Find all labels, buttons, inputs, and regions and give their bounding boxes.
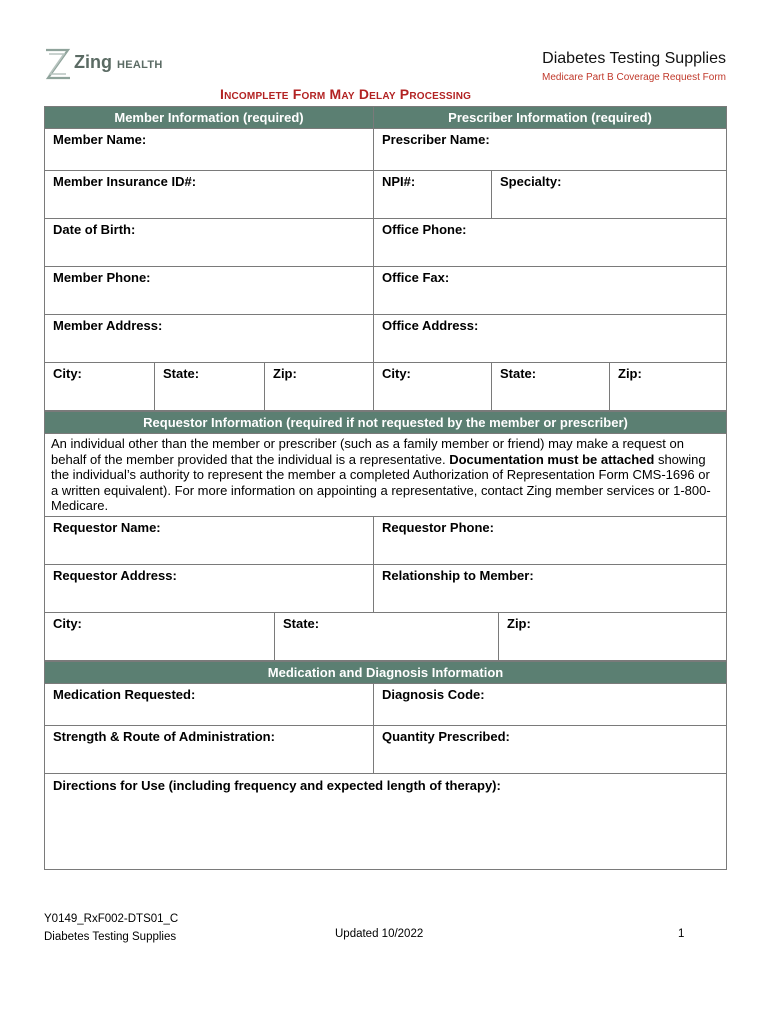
directions-for-use-field[interactable]: Directions for Use (including frequency and expected length of therapy): <box>45 773 727 869</box>
medication-table <box>44 661 727 870</box>
strength-route-field[interactable]: Strength & Route of Administration: <box>45 725 374 773</box>
member-address-field[interactable]: Member Address: <box>45 315 374 363</box>
form-id: Y0149_RxF002-DTS01_C <box>44 913 179 925</box>
zing-health-logo <box>44 46 174 82</box>
page-number: 1 <box>678 928 685 940</box>
logo-suffix: HEALTH <box>117 59 163 71</box>
document-title: Diabetes Testing Supplies <box>542 50 726 67</box>
footer-updated: Updated 10/2022 <box>335 928 424 940</box>
specialty-field[interactable]: Specialty: <box>492 171 727 219</box>
member-phone-field[interactable]: Member Phone: <box>45 267 374 315</box>
member-city-field[interactable]: City: <box>45 363 155 411</box>
member-zip-field[interactable]: Zip: <box>265 363 374 411</box>
prescriber-section-heading: Prescriber Information (required) <box>374 107 727 129</box>
logo-brand: Zing <box>74 52 112 72</box>
quantity-prescribed-field[interactable]: Quantity Prescribed: <box>374 725 727 773</box>
office-phone-field[interactable]: Office Phone: <box>374 219 727 267</box>
requestor-state-field[interactable]: State: <box>275 612 499 660</box>
requestor-section-heading: Requestor Information (required if not requested by the member or prescriber) <box>45 412 727 434</box>
zing-logo-icon <box>44 46 72 82</box>
document-subtitle: Medicare Part B Coverage Request Form <box>542 72 726 83</box>
member-prescriber-table <box>44 106 727 411</box>
prescriber-state-field[interactable]: State: <box>492 363 610 411</box>
requestor-phone-field[interactable]: Requestor Phone: <box>374 516 727 564</box>
requestor-address-field[interactable]: Requestor Address: <box>45 564 374 612</box>
footer-left <box>44 910 178 946</box>
documentation-required-text: Documentation must be attached <box>449 451 655 467</box>
footer-doc-name: Diabetes Testing Supplies <box>44 931 177 943</box>
requestor-table <box>44 411 727 661</box>
npi-field[interactable]: NPI#: <box>374 171 492 219</box>
member-name-field[interactable]: Member Name: <box>45 129 374 171</box>
requestor-city-field[interactable]: City: <box>45 612 275 660</box>
prescriber-name-field[interactable]: Prescriber Name: <box>374 129 727 171</box>
medication-requested-field[interactable]: Medication Requested: <box>45 683 374 725</box>
member-state-field[interactable]: State: <box>155 363 265 411</box>
office-address-field[interactable]: Office Address: <box>374 315 727 363</box>
relationship-to-member-field[interactable]: Relationship to Member: <box>374 564 727 612</box>
prescriber-city-field[interactable]: City: <box>374 363 492 411</box>
office-fax-field[interactable]: Office Fax: <box>374 267 727 315</box>
requestor-note: An individual other than the member or prescriber (such as a family member or friend) may make a request on behalf of the member provided that the individual is a representative. Documentation must be attached showing the individual’s authority to represent the member a completed Authorization of Representation Form CMS-1696 or a written equivalent). For more information on appointing a representative, contact Zing member services or 1-800-Medicare. <box>45 434 727 517</box>
date-of-birth-field[interactable]: Date of Birth: <box>45 219 374 267</box>
coverage-request-form <box>44 106 726 870</box>
incomplete-warning: Incomplete Form May Delay Processing <box>220 86 472 102</box>
medication-section-heading: Medication and Diagnosis Information <box>45 661 727 683</box>
requestor-zip-field[interactable]: Zip: <box>499 612 727 660</box>
member-section-heading: Member Information (required) <box>45 107 374 129</box>
member-insurance-id-field[interactable]: Member Insurance ID#: <box>45 171 374 219</box>
requestor-name-field[interactable]: Requestor Name: <box>45 516 374 564</box>
prescriber-zip-field[interactable]: Zip: <box>610 363 727 411</box>
diagnosis-code-field[interactable]: Diagnosis Code: <box>374 683 727 725</box>
